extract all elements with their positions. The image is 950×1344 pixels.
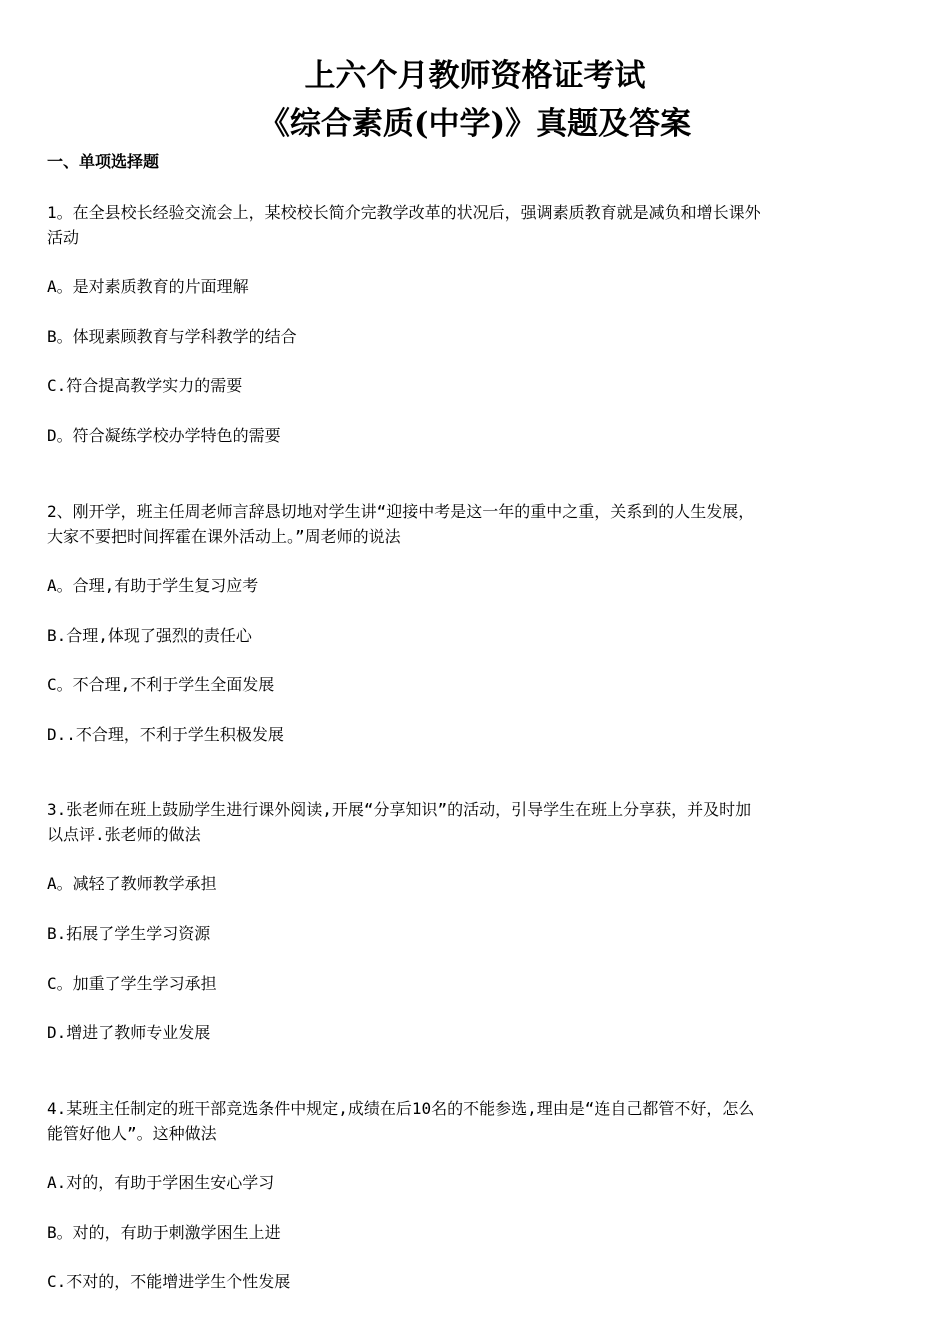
question-2-text: 2、刚开学，班主任周老师言辞恳切地对学生讲“迎接中考是这一年的重中之重，关系到的人生发展， 大家不要把时间挥霍在课外活动上。”周老师的说法 bbox=[47, 502, 755, 546]
document-title-line-2: 《综合素质(中学)》真题及答案 bbox=[258, 106, 692, 142]
question-3-option-d: D.增进了教师专业发展 bbox=[47, 1023, 211, 1042]
question-3-option-a: A。减轻了教师教学承担 bbox=[47, 874, 217, 893]
question-2-option-b: B.合理,体现了强烈的责任心 bbox=[47, 626, 252, 645]
question-1-option-d: D。符合凝练学校办学特色的需要 bbox=[47, 426, 281, 445]
question-1-text: 1。在全县校长经验交流会上，某校校长简介完教学改革的状况后，强调素质教育就是减负和增长课外 活动 bbox=[47, 203, 761, 247]
question-2-option-c: C。不合理,不利于学生全面发展 bbox=[47, 675, 275, 694]
question-4-option-c: C.不对的，不能增进学生个性发展 bbox=[47, 1272, 291, 1291]
question-4-option-b: B。对的，有助于刺激学困生上进 bbox=[47, 1223, 281, 1242]
question-3-option-b: B.拓展了学生学习资源 bbox=[47, 924, 211, 943]
document-title-line-1: 上六个月教师资格证考试 bbox=[304, 58, 646, 94]
section-heading: 一、单项选择题 bbox=[47, 152, 160, 171]
question-1-option-a: A。是对素质教育的片面理解 bbox=[47, 277, 249, 296]
question-4-text: 4.某班主任制定的班干部竞选条件中规定,成绩在后10名的不能参选,理由是“连自己都管不好，怎么 能管好他人”。这种做法 bbox=[47, 1099, 755, 1143]
question-3-text: 3.张老师在班上鼓励学生进行课外阅读,开展“分享知识”的活动，引导学生在班上分享获，并及时加 以点评.张老师的做法 bbox=[47, 800, 752, 844]
question-4-option-a: A.对的，有助于学困生安心学习 bbox=[47, 1173, 275, 1192]
question-2-option-a: A。合理,有助于学生复习应考 bbox=[47, 576, 259, 595]
question-1-option-b: B。体现素顾教育与学科教学的结合 bbox=[47, 327, 297, 346]
question-1-option-c: C.符合提高教学实力的需要 bbox=[47, 376, 243, 395]
question-3-option-c: C。加重了学生学习承担 bbox=[47, 974, 217, 993]
question-2-option-d: D..不合理，不利于学生积极发展 bbox=[47, 725, 284, 744]
